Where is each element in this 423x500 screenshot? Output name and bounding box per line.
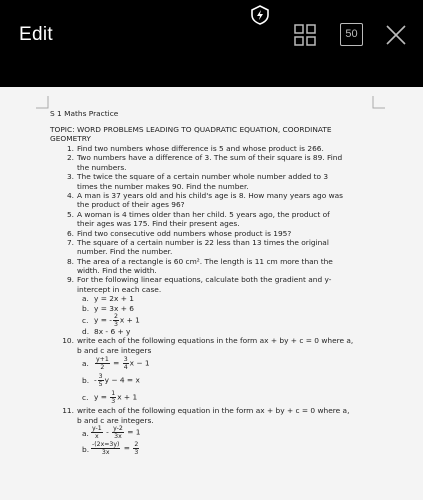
crop-corner-top-left-icon[interactable] [36,96,50,110]
question-2: Two numbers have a difference of 3. The sum of their square is 89. Find [77,153,343,163]
question-3: The twice the square of a certain number whole number added to 3 [77,172,329,182]
equation-11a: $\frac{y-1}{x}$ - $\frac{y-2}{3x}$ = 1 [92,424,141,440]
question-6: Find two consecutive odd numbers whose product is 195? [77,228,292,238]
question-8: The area of a rectangle is 60 cm². The length is 11 cm more than the [77,256,333,266]
equation-9b: y = 3x + 6 [94,303,134,313]
equation-9a: y = 2x + 1 [94,294,134,304]
equation-10c: y = $\frac{1}{3}$ x + 1 [94,390,138,406]
crop-corner-top-right-icon[interactable] [372,96,386,110]
question-7: The square of a certain number is 22 less than 13 times the original [77,237,329,247]
equation-10b: - $\frac{3}{5}$ y − 4 = x [94,373,140,389]
flash-icon[interactable] [249,4,271,26]
question-1: Find two numbers whose difference is 5 and whose product is 266. [77,144,324,153]
equation-9d: 8x - 6 + y [94,327,131,337]
question-4: A man is 37 years old and his child's age is 8. How many years ago was [77,190,344,200]
question-10: write each of the following equations in the form ax + by + c = 0 where a, [77,336,354,346]
question-11: write each of the following equation in the form ax + by + c = 0 where a, [77,406,350,416]
equation-10a: $\frac{y+1}{2}$ = $\frac{3}{4}$ x − 1 [96,356,150,372]
app-toolbar [0,0,423,87]
question-9: For the following linear equations, calculate both the gradient and y- [77,275,332,285]
question-5: A woman is 4 times older than her child. 5 years ago, the product of [77,209,330,219]
page-count-button[interactable]: 50 [340,23,363,46]
document-header: S 1 Maths Practice [50,109,119,118]
question-list: 1. Find two numbers whose difference is 5 and whose product is 266. 2. Two numbers have a difference of 3. The sum of their square is 89. Find the numbers. 3. The twice the square of a certain number whole number added to 3 times the number makes 90. Find the number. 4. A man is 37 years old and his child's age is 8. How many years ago was the product of their ages 96? 5. A woman is 4 times older than her child. 5 years ago, the product of their ages was 175. Find their present ages. 6. Find two consecutive odd numbers whose product is 195? 7. The square of a certain number is 22 less than 13 times the original number. Find the number. 8. The area of a rectangle is 60 cm². The length is 11 cm more than the width. Find the width. 9. For the following linear equations, calculate both the gradient and y- intercept in each case. a. y = 2x + 1 b. y = 3x + 6 c. y = - $\frac{2}{3}$ x + 1 d. 8x - 6 + y 10. write each of the following equations in the form ax + by + c = 0 where a, b and c are integers a. $\frac{y+1}{2}$ = $\frac{3}{4}$ x − 1 b. - $\frac{3}{5}$ y − 4 = x c. y = $\frac{1}{3}$ x + 1 11. write each of the following equation in the form ax + by + c = 0 where a, b and c are integers. a. $\frac{y-1}{x}$ - $\frac{y-2}{3x}$ = 1 b. $\frac{-(2x=3y)}{3x}$ = $\frac{2}{3}$ [62,144,354,456]
edit-button[interactable]: Edit [19,24,53,45]
close-icon[interactable] [385,24,407,46]
page-grid-icon[interactable] [294,24,316,46]
equation-11b: $\frac{-(2x=3y)}{3x}$ = $\frac{2}{3}$ [92,440,139,456]
topic-title: TOPIC: WORD PROBLEMS LEADING TO QUADRATIC EQUATION, COORDINATE GEOMETRY [50,125,332,144]
equation-9c: y = - $\frac{2}{3}$ x + 1 [94,313,140,329]
